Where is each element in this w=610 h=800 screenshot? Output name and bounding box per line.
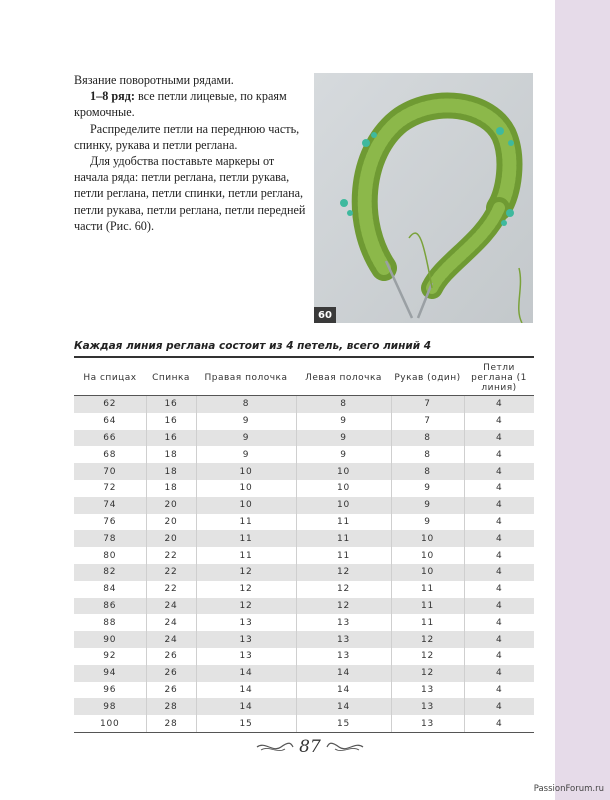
column-header: Левая полочка — [296, 360, 391, 396]
table-row — [74, 648, 534, 665]
table-cell: 96 — [74, 682, 146, 699]
table-cell: 16 — [146, 396, 196, 413]
table-cell: 9 — [196, 446, 296, 463]
table-cell: 8 — [296, 396, 391, 413]
table-row — [74, 480, 534, 497]
table-cell: 12 — [391, 631, 464, 648]
table-row — [74, 530, 534, 547]
table-cell: 14 — [296, 665, 391, 682]
table-cell: 8 — [391, 446, 464, 463]
left-flourish-icon — [255, 739, 295, 755]
caption-rule — [74, 356, 534, 358]
table-cell: 13 — [296, 631, 391, 648]
table-row — [74, 514, 534, 531]
table-body — [74, 396, 534, 733]
table-row — [74, 463, 534, 480]
table-cell: 10 — [296, 497, 391, 514]
table-row — [74, 497, 534, 514]
table-cell: 12 — [391, 648, 464, 665]
table-cell: 72 — [74, 480, 146, 497]
table-cell: 22 — [146, 581, 196, 598]
table-cell: 18 — [146, 480, 196, 497]
page-footer — [248, 735, 372, 759]
table-row — [74, 430, 534, 447]
table-cell: 66 — [74, 430, 146, 447]
table-cell: 8 — [391, 430, 464, 447]
table-cell: 18 — [146, 446, 196, 463]
table-cell: 4 — [464, 564, 534, 581]
table-cell: 12 — [196, 581, 296, 598]
table-cell: 7 — [391, 396, 464, 413]
row-range: 1–8 ряд: — [90, 89, 135, 104]
table-cell: 4 — [464, 547, 534, 564]
table-cell: 70 — [74, 463, 146, 480]
table-cell: 10 — [391, 547, 464, 564]
paragraph-4: Для удобства поставьте маркеры от начала ряда: петли реглана, петли рукава, петли реглана, петли спинки, петли реглана, петли рукава, петли реглана, петли передней части (Рис. 60). — [74, 154, 306, 233]
table-cell: 4 — [464, 698, 534, 715]
table-cell: 11 — [391, 614, 464, 631]
table-cell: 20 — [146, 497, 196, 514]
table-cell: 24 — [146, 614, 196, 631]
table-cell: 22 — [146, 547, 196, 564]
table-row — [74, 698, 534, 715]
table-cell: 4 — [464, 396, 534, 413]
stitch-table — [74, 360, 534, 733]
page-number: 87 — [299, 737, 321, 757]
column-header: Спинка — [146, 360, 196, 396]
table-cell: 100 — [74, 715, 146, 732]
table-row — [74, 614, 534, 631]
table-cell: 9 — [196, 413, 296, 430]
table-cell: 8 — [196, 396, 296, 413]
table-cell: 16 — [146, 413, 196, 430]
table-cell: 4 — [464, 446, 534, 463]
table-cell: 9 — [391, 480, 464, 497]
watermark: PassionForum.ru — [533, 784, 604, 794]
table-cell: 13 — [196, 631, 296, 648]
table-cell: 4 — [464, 430, 534, 447]
table-cell: 9 — [296, 446, 391, 463]
table-cell: 13 — [196, 648, 296, 665]
table-row — [74, 396, 534, 413]
table-cell: 78 — [74, 530, 146, 547]
table-cell: 14 — [296, 682, 391, 699]
table-cell: 82 — [74, 564, 146, 581]
table-row — [74, 413, 534, 430]
table-cell: 13 — [391, 698, 464, 715]
table-cell: 10 — [196, 497, 296, 514]
table-cell: 4 — [464, 715, 534, 732]
table-cell: 9 — [391, 497, 464, 514]
table-cell: 9 — [296, 430, 391, 447]
paragraph-3: Распределите петли на переднюю часть, спинку, рукава и петли реглана. — [74, 121, 300, 152]
table-cell: 12 — [296, 581, 391, 598]
table-cell: 92 — [74, 648, 146, 665]
table-cell: 11 — [196, 514, 296, 531]
table-cell: 26 — [146, 648, 196, 665]
knitting-photo — [314, 73, 533, 323]
table-cell: 26 — [146, 682, 196, 699]
table-cell: 11 — [391, 598, 464, 615]
table-cell: 4 — [464, 463, 534, 480]
side-strip — [555, 0, 610, 800]
table-cell: 10 — [391, 530, 464, 547]
table-cell: 12 — [391, 665, 464, 682]
figure-number-badge: 60 — [314, 307, 336, 323]
table-cell: 11 — [296, 547, 391, 564]
table-cell: 13 — [391, 715, 464, 732]
table-header-row — [74, 360, 534, 396]
right-flourish-icon — [325, 739, 365, 755]
table-cell: 22 — [146, 564, 196, 581]
paragraph-1: Вязание поворотными рядами. — [74, 73, 234, 87]
table-cell: 4 — [464, 648, 534, 665]
table-cell: 12 — [296, 564, 391, 581]
table-cell: 13 — [296, 648, 391, 665]
table-cell: 4 — [464, 497, 534, 514]
table-cell: 90 — [74, 631, 146, 648]
table-row — [74, 631, 534, 648]
table-row — [74, 665, 534, 682]
table-cell: 8 — [391, 463, 464, 480]
table-cell: 10 — [296, 463, 391, 480]
table-cell: 13 — [196, 614, 296, 631]
table-cell: 76 — [74, 514, 146, 531]
table-cell: 20 — [146, 514, 196, 531]
table-cell: 84 — [74, 581, 146, 598]
table-cell: 4 — [464, 530, 534, 547]
paragraph-2 — [74, 88, 310, 120]
table-cell: 14 — [196, 698, 296, 715]
table-cell: 20 — [146, 530, 196, 547]
table-cell: 11 — [196, 547, 296, 564]
table-cell: 4 — [464, 665, 534, 682]
table-cell: 4 — [464, 598, 534, 615]
table-cell: 86 — [74, 598, 146, 615]
table-row — [74, 547, 534, 564]
table-cell: 94 — [74, 665, 146, 682]
table-cell: 13 — [296, 614, 391, 631]
table-cell: 14 — [196, 682, 296, 699]
instruction-text — [74, 72, 310, 234]
table-cell: 12 — [296, 598, 391, 615]
table-cell: 10 — [296, 480, 391, 497]
table-cell: 68 — [74, 446, 146, 463]
table-cell: 80 — [74, 547, 146, 564]
table-cell: 4 — [464, 631, 534, 648]
table-row — [74, 598, 534, 615]
column-header: На спицах — [74, 360, 146, 396]
table-cell: 98 — [74, 698, 146, 715]
table-row — [74, 715, 534, 732]
table-cell: 9 — [391, 514, 464, 531]
table-cell: 11 — [296, 530, 391, 547]
table-cell: 15 — [296, 715, 391, 732]
table-cell: 9 — [196, 430, 296, 447]
table-cell: 4 — [464, 614, 534, 631]
table-cell: 88 — [74, 614, 146, 631]
column-header: Петли реглана (1 линия) — [464, 360, 534, 396]
table-cell: 10 — [196, 463, 296, 480]
column-header: Правая полочка — [196, 360, 296, 396]
table-cell: 13 — [391, 682, 464, 699]
table-cell: 11 — [296, 514, 391, 531]
table-row — [74, 682, 534, 699]
table-cell: 28 — [146, 715, 196, 732]
table-cell: 62 — [74, 396, 146, 413]
table-cell: 14 — [196, 665, 296, 682]
table-caption: Каждая линия реглана состоит из 4 петель, всего линий 4 — [74, 340, 432, 352]
table-cell: 11 — [391, 581, 464, 598]
table-cell: 4 — [464, 480, 534, 497]
table-cell: 4 — [464, 581, 534, 598]
table-cell: 26 — [146, 665, 196, 682]
column-header: Рукав (один) — [391, 360, 464, 396]
table-cell: 7 — [391, 413, 464, 430]
table-cell: 24 — [146, 598, 196, 615]
table-cell: 14 — [296, 698, 391, 715]
table-cell: 16 — [146, 430, 196, 447]
table-row — [74, 581, 534, 598]
table-cell: 24 — [146, 631, 196, 648]
table-cell: 12 — [196, 598, 296, 615]
table-cell: 15 — [196, 715, 296, 732]
table-cell: 12 — [196, 564, 296, 581]
paragraph-2-rest: все петли лицевые, по краям кромочные. — [74, 89, 287, 120]
table-cell: 74 — [74, 497, 146, 514]
table-cell: 4 — [464, 682, 534, 699]
table-cell: 10 — [196, 480, 296, 497]
table-cell: 4 — [464, 514, 534, 531]
table-cell: 18 — [146, 463, 196, 480]
table-cell: 4 — [464, 413, 534, 430]
table-cell: 28 — [146, 698, 196, 715]
table-cell: 11 — [196, 530, 296, 547]
knitted-yoke-image — [314, 73, 533, 323]
table-cell: 64 — [74, 413, 146, 430]
table-cell: 10 — [391, 564, 464, 581]
table-row — [74, 564, 534, 581]
table-row — [74, 446, 534, 463]
table-cell: 9 — [296, 413, 391, 430]
